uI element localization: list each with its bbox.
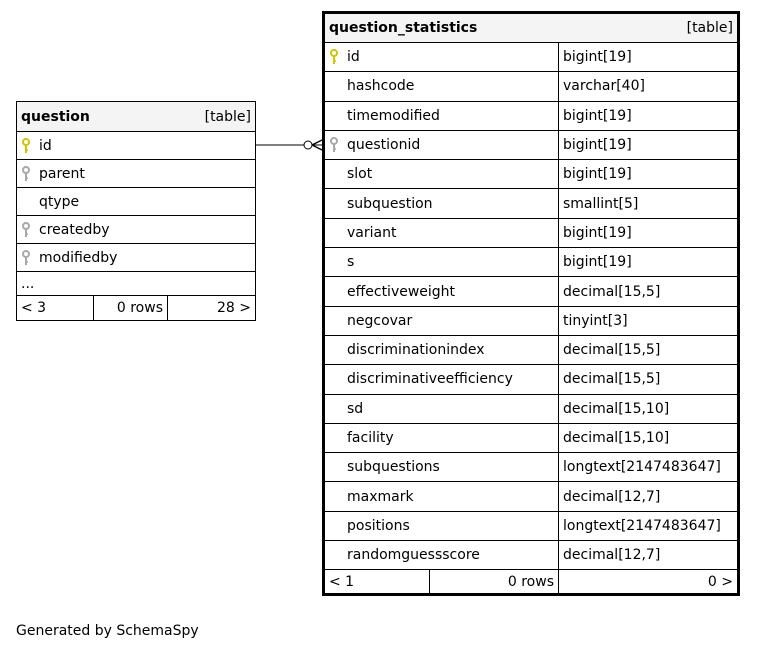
column-name: discriminativeefficiency xyxy=(347,371,513,388)
column-type: tinyint[3] xyxy=(559,306,739,335)
column-row-slot[interactable] xyxy=(324,160,739,189)
column-row-subquestions[interactable] xyxy=(324,453,739,482)
column-type: bigint[19] xyxy=(559,248,739,277)
column-name-cell xyxy=(17,132,256,160)
column-type: bigint[19] xyxy=(559,101,739,130)
column-name-cell xyxy=(17,216,256,244)
column-type: decimal[15,10] xyxy=(559,423,739,452)
column-type: bigint[19] xyxy=(559,130,739,159)
footer-children-count[interactable]: 28 > xyxy=(168,296,256,321)
more-columns-ellipsis: ... xyxy=(17,272,256,296)
column-name: facility xyxy=(347,430,394,446)
column-name-cell xyxy=(324,365,559,394)
column-name: questionid xyxy=(347,137,421,154)
column-row-hashcode[interactable] xyxy=(324,72,739,101)
column-row-effectiveweight[interactable] xyxy=(324,277,739,306)
column-name-cell xyxy=(324,277,559,306)
column-name-cell xyxy=(324,423,559,452)
column-name-cell xyxy=(324,189,559,218)
footer-row-count: 0 rows xyxy=(430,570,559,595)
column-name-cell xyxy=(324,160,559,189)
footer-children-count[interactable]: 0 > xyxy=(559,570,739,595)
column-row-facility[interactable] xyxy=(324,423,739,452)
column-name-cell xyxy=(324,394,559,423)
column-name-cell xyxy=(324,101,559,130)
column-row-questionid[interactable] xyxy=(324,130,739,159)
column-name: effectiveweight xyxy=(347,283,456,300)
column-row-modifiedby[interactable] xyxy=(17,244,256,272)
column-row-negcovar[interactable] xyxy=(324,306,739,335)
column-name: variant xyxy=(347,224,397,241)
column-type: bigint[19] xyxy=(559,160,739,189)
column-row-s[interactable] xyxy=(324,248,739,277)
question-statistics-table-header[interactable] xyxy=(324,13,739,43)
column-row-maxmark[interactable] xyxy=(324,482,739,511)
foreign-key-icon xyxy=(21,222,39,238)
column-row-subquestion[interactable] xyxy=(324,189,739,218)
column-row-timemodified[interactable] xyxy=(324,101,739,130)
footer-row-count: 0 rows xyxy=(94,296,168,321)
table-name: question xyxy=(21,108,90,125)
foreign-key-icon xyxy=(21,250,39,266)
question-statistics-table[interactable] xyxy=(322,11,740,596)
column-name: createdby xyxy=(39,221,110,238)
question-table[interactable] xyxy=(16,101,256,321)
column-type: bigint[19] xyxy=(559,218,739,247)
column-name-cell xyxy=(324,72,559,101)
column-name-cell xyxy=(324,335,559,364)
column-name: subquestions xyxy=(347,459,440,476)
column-name: qtype xyxy=(39,193,80,210)
column-name-cell xyxy=(324,541,559,570)
column-row-sd[interactable] xyxy=(324,394,739,423)
column-type: decimal[15,5] xyxy=(559,277,739,306)
footer-parents-count[interactable]: < 1 xyxy=(324,570,430,595)
column-row-createdby[interactable] xyxy=(17,216,256,244)
column-type: decimal[12,7] xyxy=(559,541,739,570)
column-name: modifiedby xyxy=(39,249,118,266)
column-name: parent xyxy=(39,165,85,182)
column-name: slot xyxy=(347,166,373,183)
table-type-label: [table] xyxy=(686,20,733,36)
foreign-key-icon xyxy=(21,166,39,182)
column-row-qtype[interactable] xyxy=(17,188,256,216)
column-row-discriminationindex[interactable] xyxy=(324,335,739,364)
column-name-cell xyxy=(324,306,559,335)
column-name-cell xyxy=(324,511,559,540)
column-row-randomguessscore[interactable] xyxy=(324,541,739,570)
column-name: timemodified xyxy=(347,107,440,124)
column-name: negcovar xyxy=(347,312,413,329)
column-type: decimal[12,7] xyxy=(559,482,739,511)
column-name-cell xyxy=(324,130,559,159)
column-name-cell xyxy=(17,160,256,188)
column-name-cell xyxy=(324,248,559,277)
column-name-cell xyxy=(324,218,559,247)
column-name-cell xyxy=(324,482,559,511)
column-row-id[interactable] xyxy=(17,132,256,160)
column-type: smallint[5] xyxy=(559,189,739,218)
column-row-parent[interactable] xyxy=(17,160,256,188)
foreign-key-icon xyxy=(329,137,347,153)
footer-parents-count[interactable]: < 3 xyxy=(17,296,94,321)
column-name: randomguessscore xyxy=(347,547,480,564)
primary-key-icon xyxy=(329,49,347,65)
column-type: varchar[40] xyxy=(559,72,739,101)
column-name-cell xyxy=(324,453,559,482)
column-name: discriminationindex xyxy=(347,342,485,359)
generated-by-text: Generated by SchemaSpy xyxy=(16,623,199,639)
column-name: s xyxy=(347,254,355,271)
table-name: question_statistics xyxy=(329,20,478,36)
column-row-variant[interactable] xyxy=(324,218,739,247)
column-type: longtext[2147483647] xyxy=(559,511,739,540)
column-row-discriminativeefficiency[interactable] xyxy=(324,365,739,394)
column-type: bigint[19] xyxy=(559,43,739,72)
column-type: longtext[2147483647] xyxy=(559,453,739,482)
column-type: decimal[15,5] xyxy=(559,365,739,394)
column-name-cell xyxy=(324,43,559,72)
column-row-id[interactable] xyxy=(324,43,739,72)
question-table-header[interactable] xyxy=(17,102,256,132)
column-name-cell xyxy=(17,244,256,272)
column-name: id xyxy=(39,137,52,154)
column-name: maxmark xyxy=(347,488,414,505)
column-type: decimal[15,10] xyxy=(559,394,739,423)
column-type: decimal[15,5] xyxy=(559,335,739,364)
table-type-label: [table] xyxy=(204,108,251,125)
column-name: id xyxy=(347,49,360,66)
column-name: hashcode xyxy=(347,78,415,95)
column-name: sd xyxy=(347,400,364,417)
column-name: subquestion xyxy=(347,195,433,212)
column-name-cell xyxy=(17,188,256,216)
column-name: positions xyxy=(347,517,410,534)
column-row-positions[interactable] xyxy=(324,511,739,540)
primary-key-icon xyxy=(21,138,39,154)
